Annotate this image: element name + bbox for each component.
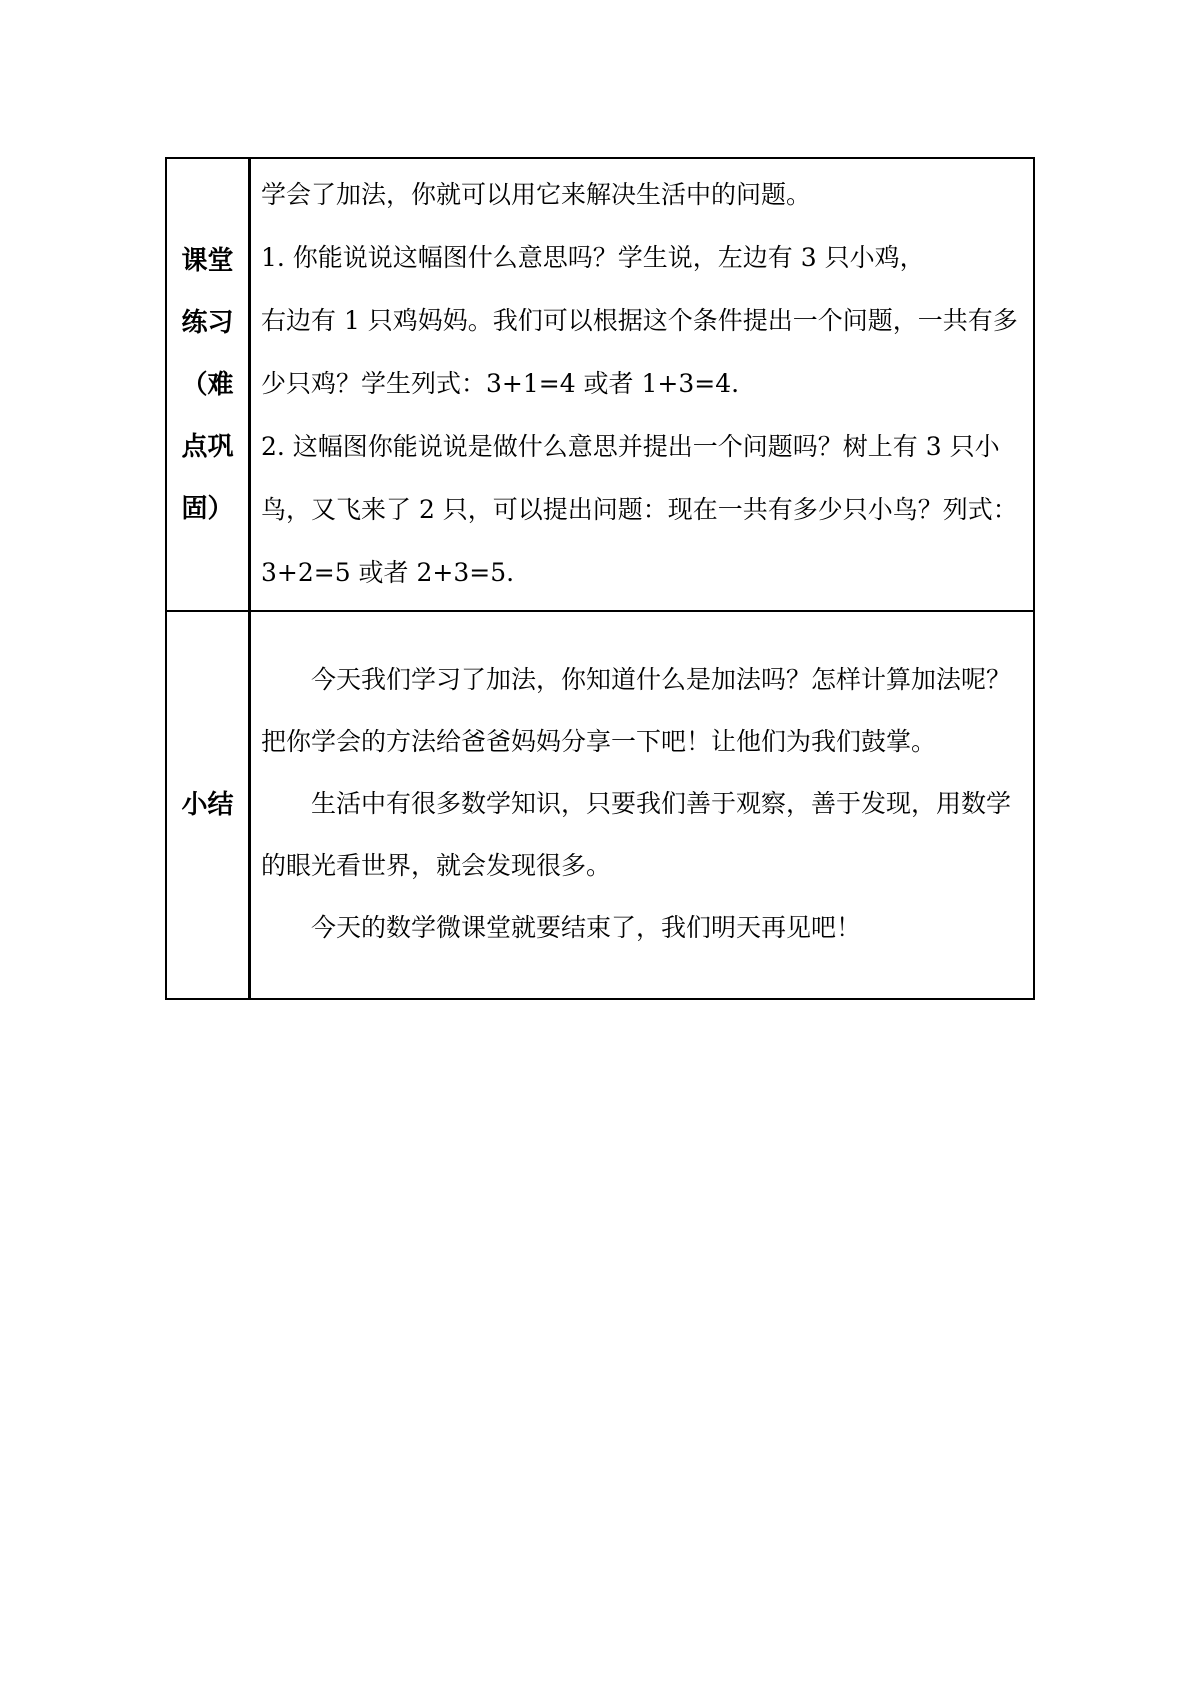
row-label-line: 点巩 — [181, 431, 234, 462]
table-row-classroom-practice — [166, 158, 1034, 611]
row-label-line: 小结 — [181, 790, 234, 820]
summary-paragraph-2: 生活中有很多数学知识，只要我们善于观察，善于发现，用数学的眼光看世界，就会发现很多。 — [261, 789, 1012, 880]
row-label-classroom-practice — [166, 158, 250, 611]
row-label-summary — [166, 611, 250, 999]
lesson-plan-table — [165, 157, 1035, 1000]
summary-paragraph-3: 今天的数学微课堂就要结束了，我们明天再见吧！ — [311, 913, 862, 942]
practice-intro-paragraph: 学会了加法，你就可以用它来解决生活中的问题。 — [261, 180, 812, 209]
summary-paragraph-1: 今天我们学习了加法，你知道什么是加法吗？怎样计算加法呢？把你学会的方法给爸爸妈妈分享一下吧！让他们为我们鼓掌。 — [261, 665, 1012, 756]
row-label-line: 固） — [181, 493, 234, 524]
classroom-practice-content — [250, 158, 1035, 611]
row-label-line: 课堂 — [181, 245, 234, 276]
row-label-line: （难 — [181, 369, 234, 400]
table-row-summary — [166, 611, 1034, 999]
practice-question-1-paragraph: 1. 你能说说这幅图什么意思吗？学生说，左边有 3 只小鸡， — [261, 243, 925, 272]
row-label-line: 练习 — [181, 307, 234, 338]
practice-question-2-paragraph: 2. 这幅图你能说说是做什么意思并提出一个问题吗？树上有 3 只小鸟，又飞来了 2 只，可以提出问题：现在一共有多少只小鸟？列式：3+2=5 或者 2+3=5. — [261, 432, 1018, 587]
practice-question-1-continued-paragraph: 右边有 1 只鸡妈妈。我们可以根据这个条件提出一个问题，一共有多少只鸡？学生列式：3+1=4 或者 1+3=4. — [261, 306, 1018, 398]
summary-content — [250, 611, 1035, 999]
